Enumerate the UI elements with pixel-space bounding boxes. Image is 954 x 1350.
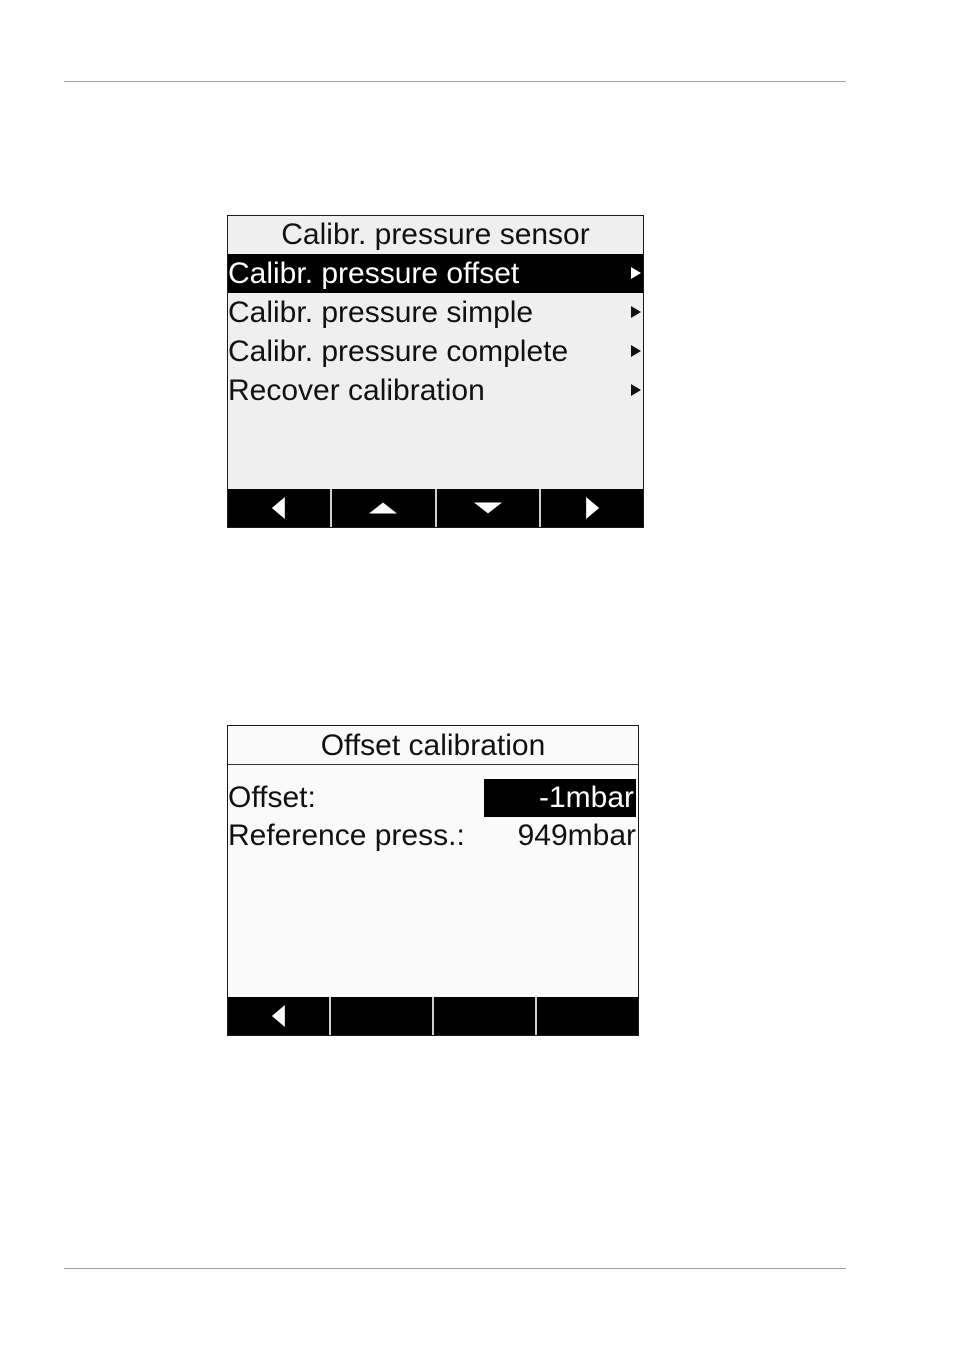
submenu-arrow-icon bbox=[631, 384, 641, 396]
menu-item-label: Calibr. pressure simple bbox=[228, 296, 534, 329]
title-divider bbox=[228, 764, 638, 765]
softkey-bar bbox=[228, 997, 638, 1035]
header-rule bbox=[64, 81, 846, 82]
offset-row bbox=[228, 779, 638, 817]
calibr-pressure-sensor-screen bbox=[227, 215, 644, 528]
up-arrow-icon bbox=[369, 503, 397, 514]
offset-calibration-screen bbox=[227, 725, 639, 1036]
menu-item-calibr-pressure-offset[interactable] bbox=[228, 254, 643, 293]
offset-label: Offset: bbox=[228, 781, 316, 814]
softkey-bar bbox=[228, 489, 643, 527]
softkey-back[interactable] bbox=[228, 997, 329, 1035]
menu-item-calibr-pressure-simple[interactable] bbox=[228, 293, 643, 332]
screen-title: Calibr. pressure sensor bbox=[281, 218, 590, 251]
left-arrow-icon bbox=[272, 497, 285, 519]
reference-pressure-value: 949mbar bbox=[517, 819, 636, 852]
footer-rule bbox=[64, 1268, 846, 1269]
down-arrow-icon bbox=[474, 503, 502, 514]
left-arrow-icon bbox=[271, 1005, 284, 1027]
softkey-3-blank[interactable] bbox=[432, 997, 535, 1035]
screen-title: Offset calibration bbox=[320, 729, 546, 762]
softkey-2-blank[interactable] bbox=[329, 997, 432, 1035]
offset-value-field[interactable]: -1mbar bbox=[484, 779, 636, 817]
softkey-up[interactable] bbox=[330, 489, 434, 527]
softkey-left[interactable] bbox=[228, 489, 330, 527]
softkey-right[interactable] bbox=[539, 489, 643, 527]
reference-pressure-row bbox=[228, 817, 638, 855]
menu-item-calibr-pressure-complete[interactable] bbox=[228, 332, 643, 371]
submenu-arrow-icon bbox=[631, 267, 641, 279]
submenu-arrow-icon bbox=[631, 306, 641, 318]
menu-item-recover-calibration[interactable] bbox=[228, 371, 643, 410]
reference-pressure-label: Reference press.: bbox=[228, 819, 465, 852]
submenu-arrow-icon bbox=[631, 345, 641, 357]
menu-item-label: Recover calibration bbox=[228, 374, 485, 407]
right-arrow-icon bbox=[586, 497, 599, 519]
softkey-down[interactable] bbox=[435, 489, 539, 527]
menu-item-label: Calibr. pressure offset bbox=[228, 257, 520, 290]
menu-item-label: Calibr. pressure complete bbox=[228, 335, 569, 368]
softkey-4-blank[interactable] bbox=[535, 997, 638, 1035]
